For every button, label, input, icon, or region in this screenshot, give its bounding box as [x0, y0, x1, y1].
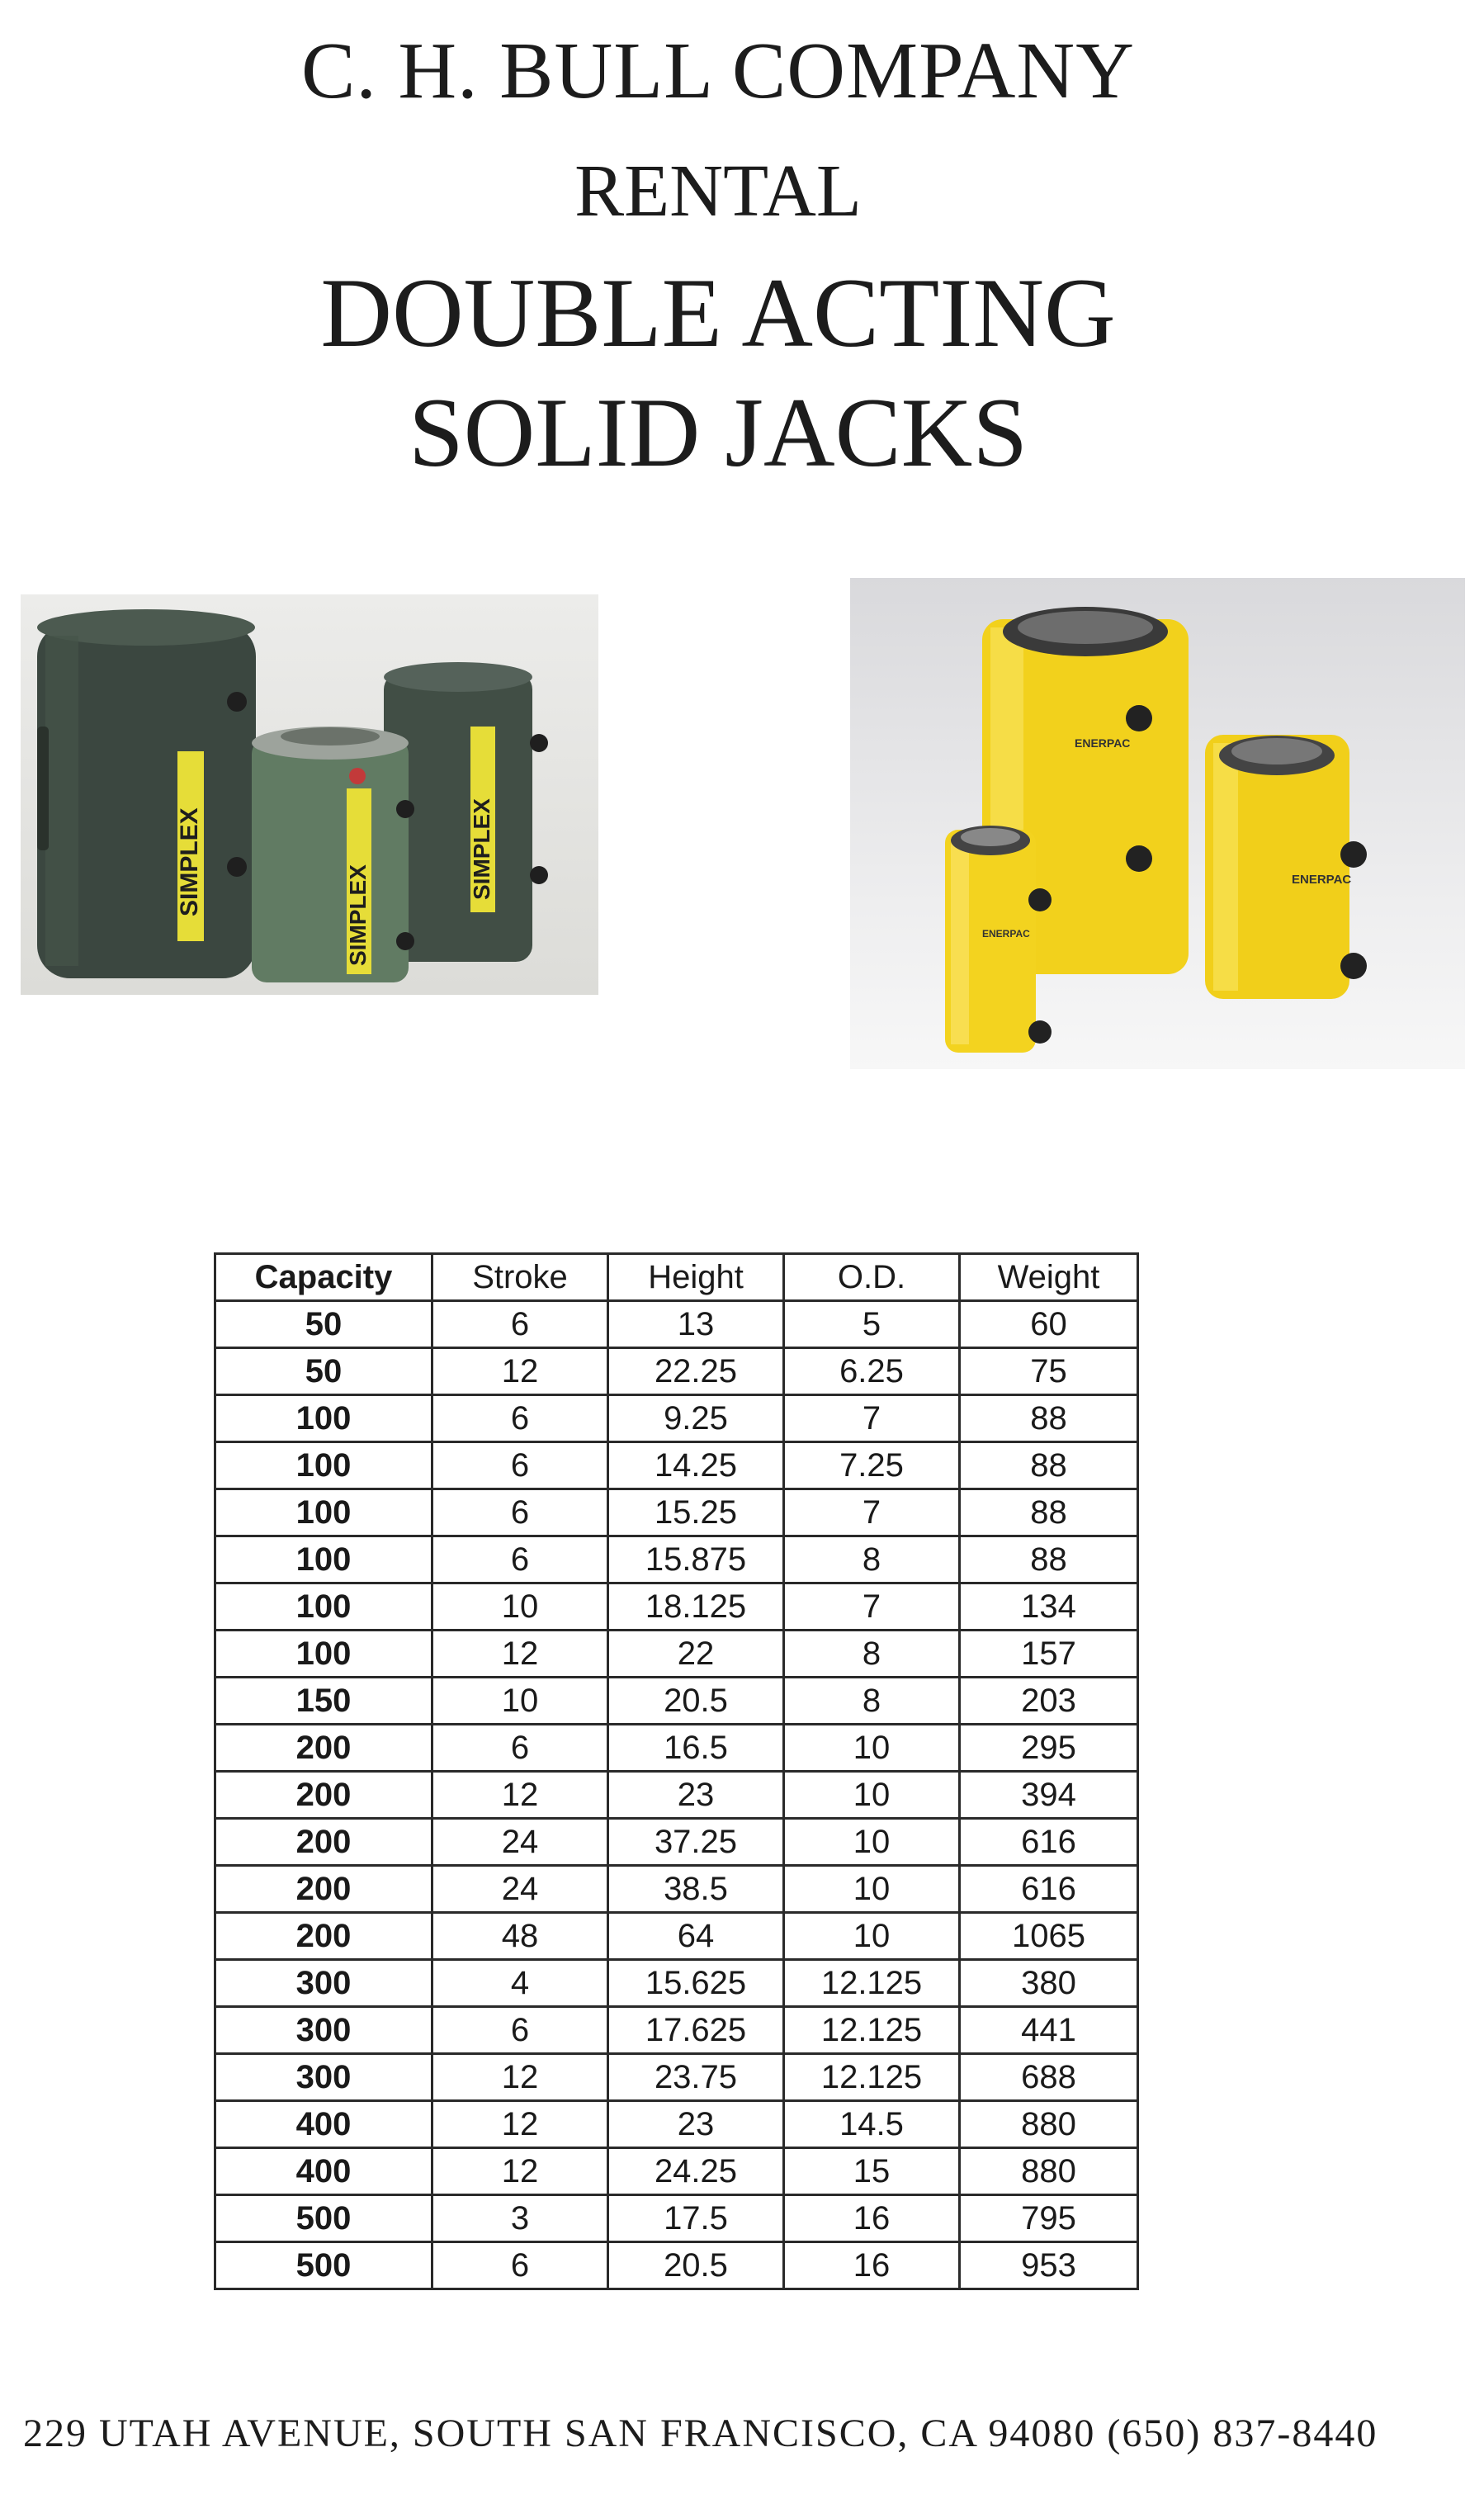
cell-capacity: 400 — [215, 2148, 432, 2195]
cell-stroke: 12 — [432, 2148, 608, 2195]
cell-stroke: 6 — [432, 1395, 608, 1442]
table-row — [215, 1913, 1138, 1960]
cell-stroke: 12 — [432, 2054, 608, 2101]
cell-height: 15.625 — [608, 1960, 784, 2007]
cell-height: 64 — [608, 1913, 784, 1960]
cell-capacity: 400 — [215, 2101, 432, 2148]
cell-capacity: 100 — [215, 1442, 432, 1489]
table-row — [215, 1678, 1138, 1725]
cell-od: 10 — [784, 1772, 960, 1819]
cell-stroke: 12 — [432, 1772, 608, 1819]
cell-weight: 157 — [960, 1631, 1138, 1678]
cell-weight: 394 — [960, 1772, 1138, 1819]
cell-height: 20.5 — [608, 2242, 784, 2289]
cell-height: 16.5 — [608, 1725, 784, 1772]
cell-capacity: 200 — [215, 1913, 432, 1960]
cell-height: 20.5 — [608, 1678, 784, 1725]
table-row — [215, 1536, 1138, 1583]
cell-stroke: 6 — [432, 1301, 608, 1348]
cell-stroke: 6 — [432, 2242, 608, 2289]
table-row — [215, 2101, 1138, 2148]
enerpac-label-right: ENERPAC — [1292, 873, 1352, 887]
cell-height: 37.25 — [608, 1819, 784, 1866]
cell-od: 14.5 — [784, 2101, 960, 2148]
table-row — [215, 1395, 1138, 1442]
table-row — [215, 1725, 1138, 1772]
cell-capacity: 200 — [215, 1772, 432, 1819]
cell-weight: 616 — [960, 1819, 1138, 1866]
col-header-capacity: Capacity — [215, 1254, 432, 1301]
cell-weight: 880 — [960, 2101, 1138, 2148]
cell-stroke: 6 — [432, 2007, 608, 2054]
cell-height: 15.875 — [608, 1536, 784, 1583]
cell-od: 7 — [784, 1489, 960, 1536]
cell-od: 10 — [784, 1866, 960, 1913]
table-header-row — [215, 1254, 1138, 1301]
cell-capacity: 300 — [215, 2054, 432, 2101]
cell-weight: 88 — [960, 1489, 1138, 1536]
enerpac-label-front: ENERPAC — [982, 928, 1030, 940]
cell-od: 6.25 — [784, 1348, 960, 1395]
cell-height: 23 — [608, 2101, 784, 2148]
cell-capacity: 100 — [215, 1631, 432, 1678]
cell-od: 16 — [784, 2242, 960, 2289]
cell-od: 7 — [784, 1395, 960, 1442]
cell-capacity: 100 — [215, 1489, 432, 1536]
cell-od: 8 — [784, 1678, 960, 1725]
cell-od: 12.125 — [784, 2054, 960, 2101]
table-row — [215, 2054, 1138, 2101]
cell-weight: 88 — [960, 1442, 1138, 1489]
col-header-weight: Weight — [960, 1254, 1138, 1301]
cell-od: 10 — [784, 1819, 960, 1866]
col-header-stroke: Stroke — [432, 1254, 608, 1301]
cell-od: 10 — [784, 1913, 960, 1960]
cell-stroke: 6 — [432, 1725, 608, 1772]
cell-height: 22 — [608, 1631, 784, 1678]
cell-weight: 88 — [960, 1395, 1138, 1442]
enerpac-jacks-photo — [850, 578, 1465, 1069]
table-row — [215, 2242, 1138, 2289]
cell-od: 5 — [784, 1301, 960, 1348]
cell-height: 24.25 — [608, 2148, 784, 2195]
simplex-jacks-photo — [21, 594, 598, 995]
page-title-line1: DOUBLE ACTING — [320, 258, 1116, 367]
cell-stroke: 12 — [432, 2101, 608, 2148]
cell-height: 13 — [608, 1301, 784, 1348]
cell-od: 10 — [784, 1725, 960, 1772]
page-title-line2: SOLID JACKS — [408, 377, 1028, 487]
cell-stroke: 6 — [432, 1442, 608, 1489]
cell-capacity: 300 — [215, 1960, 432, 2007]
cell-od: 16 — [784, 2195, 960, 2242]
cell-stroke: 10 — [432, 1583, 608, 1631]
cell-weight: 60 — [960, 1301, 1138, 1348]
simplex-label-right: SIMPLEX — [469, 798, 494, 900]
jack-specs-table — [214, 1252, 1139, 2290]
cell-od: 8 — [784, 1631, 960, 1678]
table-row — [215, 1960, 1138, 2007]
simplex-label-left: SIMPLEX — [176, 807, 203, 916]
table-row — [215, 1631, 1138, 1678]
table-row — [215, 1301, 1138, 1348]
cell-height: 15.25 — [608, 1489, 784, 1536]
cell-capacity: 100 — [215, 1536, 432, 1583]
cell-height: 17.5 — [608, 2195, 784, 2242]
cell-stroke: 6 — [432, 1489, 608, 1536]
cell-height: 38.5 — [608, 1866, 784, 1913]
cell-height: 14.25 — [608, 1442, 784, 1489]
cell-capacity: 50 — [215, 1348, 432, 1395]
cell-weight: 380 — [960, 1960, 1138, 2007]
cell-od: 12.125 — [784, 1960, 960, 2007]
table-row — [215, 1348, 1138, 1395]
table-row — [215, 2195, 1138, 2242]
cell-stroke: 6 — [432, 1536, 608, 1583]
cell-capacity: 500 — [215, 2242, 432, 2289]
rental-subtitle: RENTAL — [574, 150, 862, 232]
table-row — [215, 1772, 1138, 1819]
col-header-height: Height — [608, 1254, 784, 1301]
cell-weight: 795 — [960, 2195, 1138, 2242]
company-name: C. H. BULL COMPANY — [301, 26, 1135, 116]
cell-stroke: 10 — [432, 1678, 608, 1725]
cell-weight: 880 — [960, 2148, 1138, 2195]
cell-weight: 616 — [960, 1866, 1138, 1913]
table-row — [215, 1866, 1138, 1913]
cell-stroke: 12 — [432, 1631, 608, 1678]
cell-height: 17.625 — [608, 2007, 784, 2054]
cell-od: 15 — [784, 2148, 960, 2195]
table-row — [215, 1583, 1138, 1631]
cell-capacity: 150 — [215, 1678, 432, 1725]
cell-stroke: 4 — [432, 1960, 608, 2007]
cell-weight: 1065 — [960, 1913, 1138, 1960]
cell-weight: 134 — [960, 1583, 1138, 1631]
cell-capacity: 500 — [215, 2195, 432, 2242]
cell-od: 7.25 — [784, 1442, 960, 1489]
table-row — [215, 1442, 1138, 1489]
cell-od: 12.125 — [784, 2007, 960, 2054]
cell-capacity: 50 — [215, 1301, 432, 1348]
col-header-od: O.D. — [784, 1254, 960, 1301]
footer-address: 229 UTAH AVENUE, SOUTH SAN FRANCISCO, CA 94080 (650) 837-8440 — [23, 2412, 1378, 2455]
cell-stroke: 24 — [432, 1819, 608, 1866]
cell-weight: 953 — [960, 2242, 1138, 2289]
cell-weight: 295 — [960, 1725, 1138, 1772]
cell-height: 23 — [608, 1772, 784, 1819]
table-row — [215, 1819, 1138, 1866]
cell-height: 23.75 — [608, 2054, 784, 2101]
cell-stroke: 3 — [432, 2195, 608, 2242]
table-row — [215, 2007, 1138, 2054]
cell-capacity: 200 — [215, 1866, 432, 1913]
cell-stroke: 24 — [432, 1866, 608, 1913]
cell-stroke: 12 — [432, 1348, 608, 1395]
cell-capacity: 100 — [215, 1395, 432, 1442]
cell-capacity: 300 — [215, 2007, 432, 2054]
cell-od: 7 — [784, 1583, 960, 1631]
cell-stroke: 48 — [432, 1913, 608, 1960]
table-row — [215, 2148, 1138, 2195]
cell-height: 9.25 — [608, 1395, 784, 1442]
cell-od: 8 — [784, 1536, 960, 1583]
cell-weight: 88 — [960, 1536, 1138, 1583]
cell-capacity: 200 — [215, 1725, 432, 1772]
cell-weight: 441 — [960, 2007, 1138, 2054]
cell-height: 18.125 — [608, 1583, 784, 1631]
enerpac-label-back: ENERPAC — [1075, 736, 1131, 750]
cell-weight: 203 — [960, 1678, 1138, 1725]
cell-capacity: 100 — [215, 1583, 432, 1631]
cell-weight: 75 — [960, 1348, 1138, 1395]
cell-weight: 688 — [960, 2054, 1138, 2101]
table-row — [215, 1489, 1138, 1536]
simplex-label-center: SIMPLEX — [345, 864, 371, 966]
cell-capacity: 200 — [215, 1819, 432, 1866]
cell-height: 22.25 — [608, 1348, 784, 1395]
